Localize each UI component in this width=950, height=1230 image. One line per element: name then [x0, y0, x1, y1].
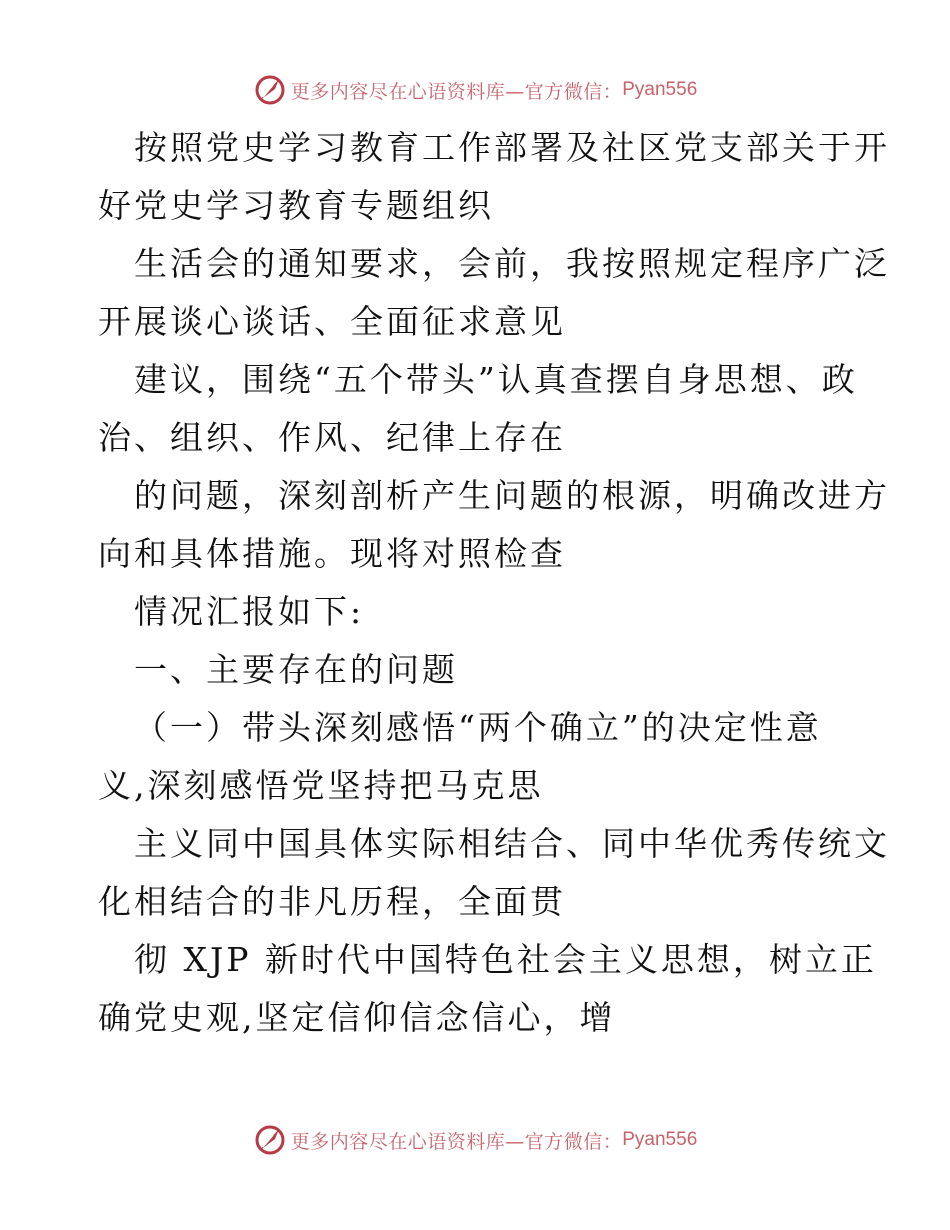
- paragraph-line: 主义同中国具体实际相结合、同中华优秀传统文: [134, 824, 890, 863]
- paragraph-line: 生活会的通知要求，会前，我按照规定程序广泛: [134, 244, 890, 283]
- subsection-heading: （一）带头深刻感悟“两个确立”的决定性意: [134, 708, 822, 747]
- section-heading: 一、主要存在的问题: [134, 650, 458, 689]
- watermark-text: 更多内容尽在心语资料库—官方微信：: [290, 80, 623, 103]
- paragraph-line: 开展谈心谈话、全面征求意见: [98, 302, 566, 341]
- quill-logo-icon: [253, 73, 287, 107]
- paragraph-line: 好党史学习教育专题组织: [98, 186, 494, 225]
- quill-logo-icon: [253, 1123, 287, 1157]
- paragraph-line: 情况汇报如下:: [134, 592, 365, 631]
- paragraph-line: 向和具体措施。现将对照检查: [98, 534, 566, 573]
- watermark-wechat-id: Pyan556: [622, 1129, 698, 1150]
- paragraph-line: 建议，围绕“五个带头”认真查摆自身思想、政: [134, 360, 858, 399]
- paragraph-line: 按照党史学习教育工作部署及社区党支部关于开: [134, 128, 890, 167]
- watermark-wechat-id: Pyan556: [622, 79, 698, 100]
- paragraph-line: 化相结合的非凡历程，全面贯: [98, 882, 566, 921]
- paragraph-line: 治、组织、作风、纪律上存在: [98, 418, 566, 457]
- paragraph-line: 义,深刻感悟党坚持把马克思: [98, 766, 544, 805]
- paragraph-line: 彻 XJP 新时代中国特色社会主义思想，树立正: [134, 940, 877, 979]
- paragraph-line: 确党史观,坚定信仰信念信心，增: [98, 998, 616, 1037]
- footer-watermark: [0, 1120, 950, 1160]
- paragraph-line: 的问题，深刻剖析产生问题的根源，明确改进方: [134, 476, 890, 515]
- header-watermark: [0, 70, 950, 110]
- watermark-text: 更多内容尽在心语资料库—官方微信：: [290, 1130, 623, 1153]
